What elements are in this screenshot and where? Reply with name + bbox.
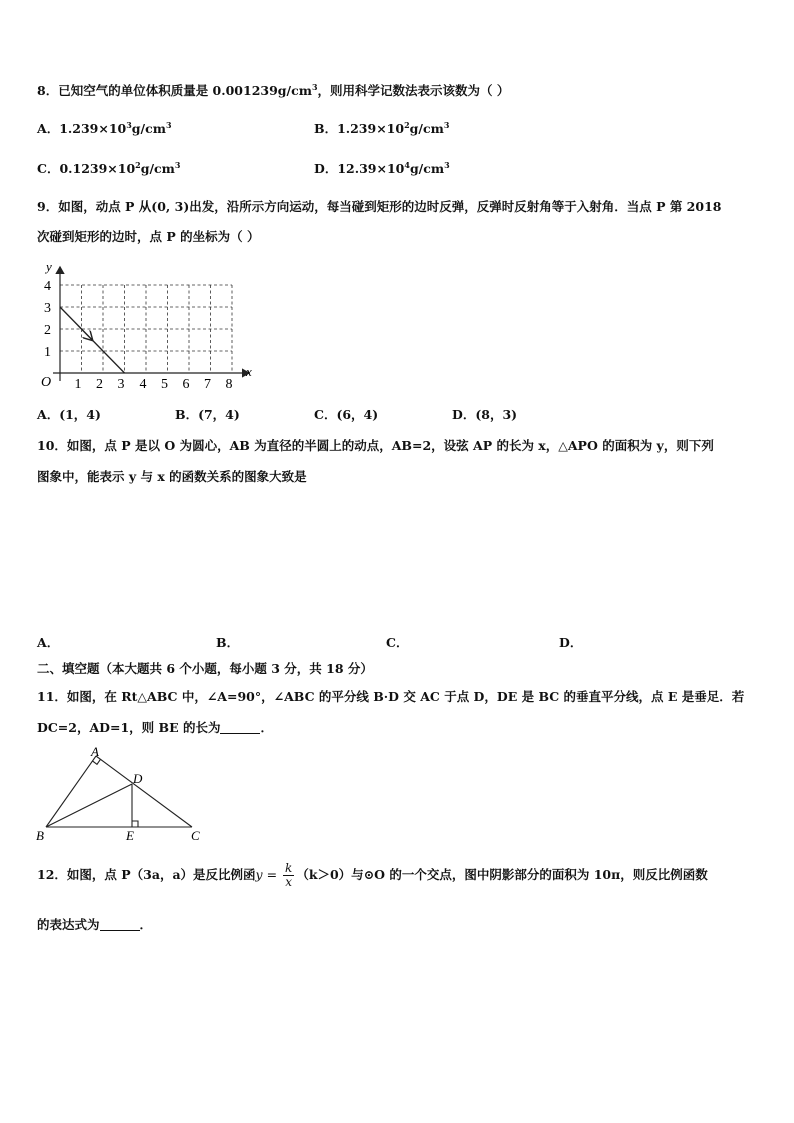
q9-x-tick: 7 xyxy=(204,377,211,392)
label-e: E xyxy=(126,828,134,843)
q9-path-arrow xyxy=(78,326,92,340)
label-b: B xyxy=(36,828,44,843)
q9-option-a: A．(1，4) xyxy=(37,407,101,422)
q12-stem-line1 xyxy=(37,860,708,890)
segment-ac xyxy=(96,756,192,827)
answer-blank xyxy=(220,721,260,734)
q9-origin-label: O xyxy=(41,375,52,390)
segment-ab xyxy=(46,756,96,827)
q12-stem-part1: 12．如图，点 P（3a，a）是反比例函 xyxy=(37,867,256,882)
q9-y-ticks xyxy=(44,279,51,360)
q8-option-a: A．$1.239\times 10^3g/cm^3$ xyxy=(37,120,172,136)
segment-bd xyxy=(46,784,132,827)
q12-fraction-numerator: k xyxy=(285,861,293,875)
q9-y-tick: 2 xyxy=(44,323,51,338)
q9-x-tick: 1 xyxy=(74,377,82,392)
q8-option-d: D．$12.39\times 10^4g/cm^3$ xyxy=(314,160,450,176)
q9-y-tick: 3 xyxy=(44,301,51,316)
q9-x-tick: 6 xyxy=(182,377,190,392)
q12-fraction-denominator: x xyxy=(285,875,293,889)
q9-stem-line1: 9．如图，动点 P 从(0, 3)出发，沿所示方向运动，每当碰到矩形的边时反弹，反弹时反射角等于入射角．当点 P 第 2018 xyxy=(37,199,722,214)
q8-stem-part1: 8．已知空气的单位体积质量是 0.001239g/cm xyxy=(37,83,312,98)
q12-fraction xyxy=(283,862,294,889)
q9-stem-line2: 次碰到矩形的边时，点 P 的坐标为（ ） xyxy=(37,229,260,244)
q9-y-tick: 1 xyxy=(44,345,51,360)
section-heading: 二、填空题（本大题共 6 个小题，每小题 3 分，共 18 分） xyxy=(37,661,373,676)
q9-option-d: D．(8，3) xyxy=(452,407,518,422)
q8-stem-part2: ，则用科学记数法表示该数为（ ） xyxy=(317,83,510,98)
q8-option-b: B．$1.239\times 10^2g/cm^3$ xyxy=(314,120,450,136)
q10-stem-line2: 图象中，能表示 y 与 x 的函数关系的图象大致是 xyxy=(37,469,307,484)
q11-stem-line1: 11．如图，在 Rt△ABC 中，∠A=90°，∠ABC 的平分线 B·D 交 AC 于点 D，DE 是 BC 的垂直平分线，点 E 是垂足．若 xyxy=(37,689,745,704)
q12-stem-text: 的表达式为 xyxy=(37,917,100,932)
label-a: A xyxy=(91,745,99,759)
label-d: D xyxy=(133,771,143,786)
q9-x-tick: 3 xyxy=(117,377,125,392)
q9-option-b: B．(7，4) xyxy=(175,407,240,422)
q10-option-c: C． xyxy=(386,635,409,650)
q9-y-tick: 4 xyxy=(44,279,51,294)
right-angle-mark-e xyxy=(132,821,138,827)
q9-path-line xyxy=(60,307,125,373)
q8-stem-sup: 3 xyxy=(311,82,318,92)
q10-option-d: D． xyxy=(559,635,583,650)
q9-x-tick: 4 xyxy=(139,377,147,392)
q10-option-a: A． xyxy=(37,635,60,650)
answer-blank xyxy=(100,918,140,931)
q9-grid xyxy=(60,285,232,373)
q9-x-label: x xyxy=(246,364,252,379)
q12-func-y: y xyxy=(255,867,263,882)
q12-stem-part2: （k＞0）与⊙O 的一个交点，图中阴影部分的面积为 10π，则反比例函数 xyxy=(296,867,708,882)
q12-stem-line2 xyxy=(37,917,152,933)
q11-stem-line2 xyxy=(37,720,273,736)
label-c: C xyxy=(191,828,200,843)
q12-stem-end: ． xyxy=(139,917,153,932)
q9-x-ticks xyxy=(75,377,233,392)
q12-func-eq: = xyxy=(262,867,282,882)
q10-option-b: B． xyxy=(216,635,240,650)
q9-option-c: C．(6，4) xyxy=(314,407,379,422)
q11-triangle-figure xyxy=(34,745,234,845)
q9-x-tick: 5 xyxy=(161,377,168,392)
q9-y-label: y xyxy=(46,259,52,274)
q9-x-tick: 2 xyxy=(96,377,103,392)
q9-x-tick: 8 xyxy=(225,377,233,392)
q9-bounce-graph xyxy=(33,257,263,397)
q10-stem-line1: 10．如图，点 P 是以 O 为圆心，AB 为直径的半圆上的动点，AB=2，设弦 AP 的长为 x，△APO 的面积为 y，则下列 xyxy=(37,438,714,453)
q11-stem-end: ． xyxy=(260,720,273,735)
q8-stem xyxy=(37,83,509,99)
q8-option-c: C．$0.1239\times 10^2g/cm^3$ xyxy=(37,160,181,176)
q11-stem-text: DC=2，AD=1，则 BE 的长为 xyxy=(37,720,221,735)
